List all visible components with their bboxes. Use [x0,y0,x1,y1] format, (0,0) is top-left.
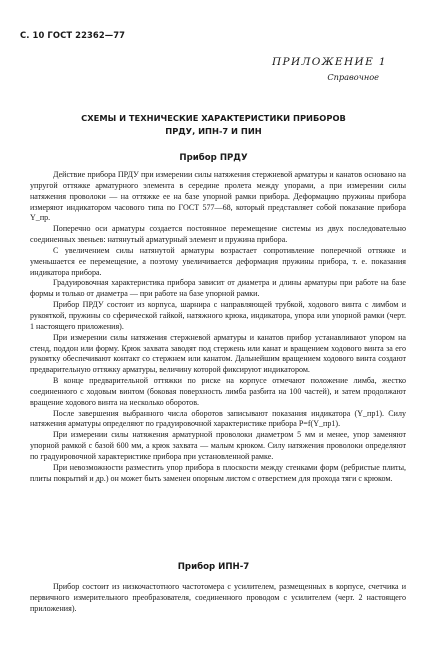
appendix-block [272,56,387,82]
section-body-prdu [30,170,406,484]
paragraph: После завершения выбранного числа оборотов записывают показания индикатора (Y_пр1). Силу натяжения арматуры определяют по градуировочной характеристике прибора P=f(Y_пр1). [30,408,406,429]
main-title-line2: ПРДУ, ИПН-7 И ПИН [165,126,262,136]
paragraph: При невозможности разместить упор прибора в плоскости между стенками форм (ребристые плиты, плиты покрытий и др.) он может быть заменен опорным листом с отверстием для прохода тяги с крюком. [30,462,406,483]
main-title [0,112,427,138]
appendix-title: ПРИЛОЖЕНИЕ 1 [271,56,387,68]
paragraph: Действие прибора ПРДУ при измерении силы натяжения стержневой арматуры и канатов основано на упругой оттяжке арматурного элемента в середине пролета между упорами, а при измерении силы натяжения проволоки — на оттяжке ее на базе упорной рамки прибора. Деформацию пружины прибора измеряют индикатором часового типа по ГОСТ 577—68, который представляет собой показание прибора Y_пр. [30,170,406,223]
page-header: С. 10 ГОСТ 22362—77 [20,30,126,40]
paragraph: При измерении силы натяжения арматурной проволоки диаметром 5 мм и менее, упор заменяют упорной рамкой с базой 600 мм, а крюк захвата — малым крюком. Силу натяжения проволоки определяют по градуировочной характеристике прибора при установленной рамке. [30,430,406,461]
section-body-ipn [30,582,406,615]
paragraph: Градуировочная характеристика прибора зависит от диаметра и длины арматуры при работе на базе формы и только от диаметра — при работе на базе упорной рамки. [30,278,406,299]
paragraph: Поперечно оси арматуры создается постоянное перемещение системы из двух последовательно соединенных звеньев: натянутый арматурный элемент и пружина прибора. [30,224,406,245]
paragraph: При измерении силы натяжения стержневой арматуры и канатов прибор устанавливают упором на стенд, поддон или форму. Крюк захвата заводят под стержень или канат и вращением ходового винта за его рукоятку обеспечивают контакт со стержнем или канатом. Дальнейшим вращением ходового винта создают предварительную оттяжку арматуры, величину которой фиксируют индикатором. [30,332,406,375]
paragraph: Прибор ПРДУ состоит из корпуса, шарнира с направляющей трубкой, ходового винта с лимбом и рукояткой, пружины со сферической гайкой, натяжного крюка, индикатора, упора или упорной рамки (черт. 1 настоящего приложения). [30,300,406,331]
paragraph: В конце предварительной оттяжки по риске на корпусе отмечают положение лимба, жестко соединенного с ходовым винтом (боковая поверхность лимба разбита на 100 частей), и затем продолжают вращение ходового винта на несколько оборотов. [30,376,406,407]
section-title-ipn: Прибор ИПН-7 [177,562,250,572]
main-title-line1: СХЕМЫ И ТЕХНИЧЕСКИЕ ХАРАКТЕРИСТИКИ ПРИБОРОВ [81,113,346,123]
paragraph: Прибор состоит из низкочастотного частотомера с усилителем, размещенных в корпусе, счетчика и первичного измерительного преобразователя, соединенного проводом с усилителем (черт. 2 настоящего приложения). [30,582,406,613]
appendix-note: Справочное [327,72,379,82]
paragraph: С увеличением силы натянутой арматуры возрастает сопротивление поперечной оттяжке и уменьшается ее перемещение, а поэтому увеличивается деформация пружины прибора, т. е. показания индикатора прибора. [30,245,406,277]
section-title-prdu: Прибор ПРДУ [179,153,248,163]
